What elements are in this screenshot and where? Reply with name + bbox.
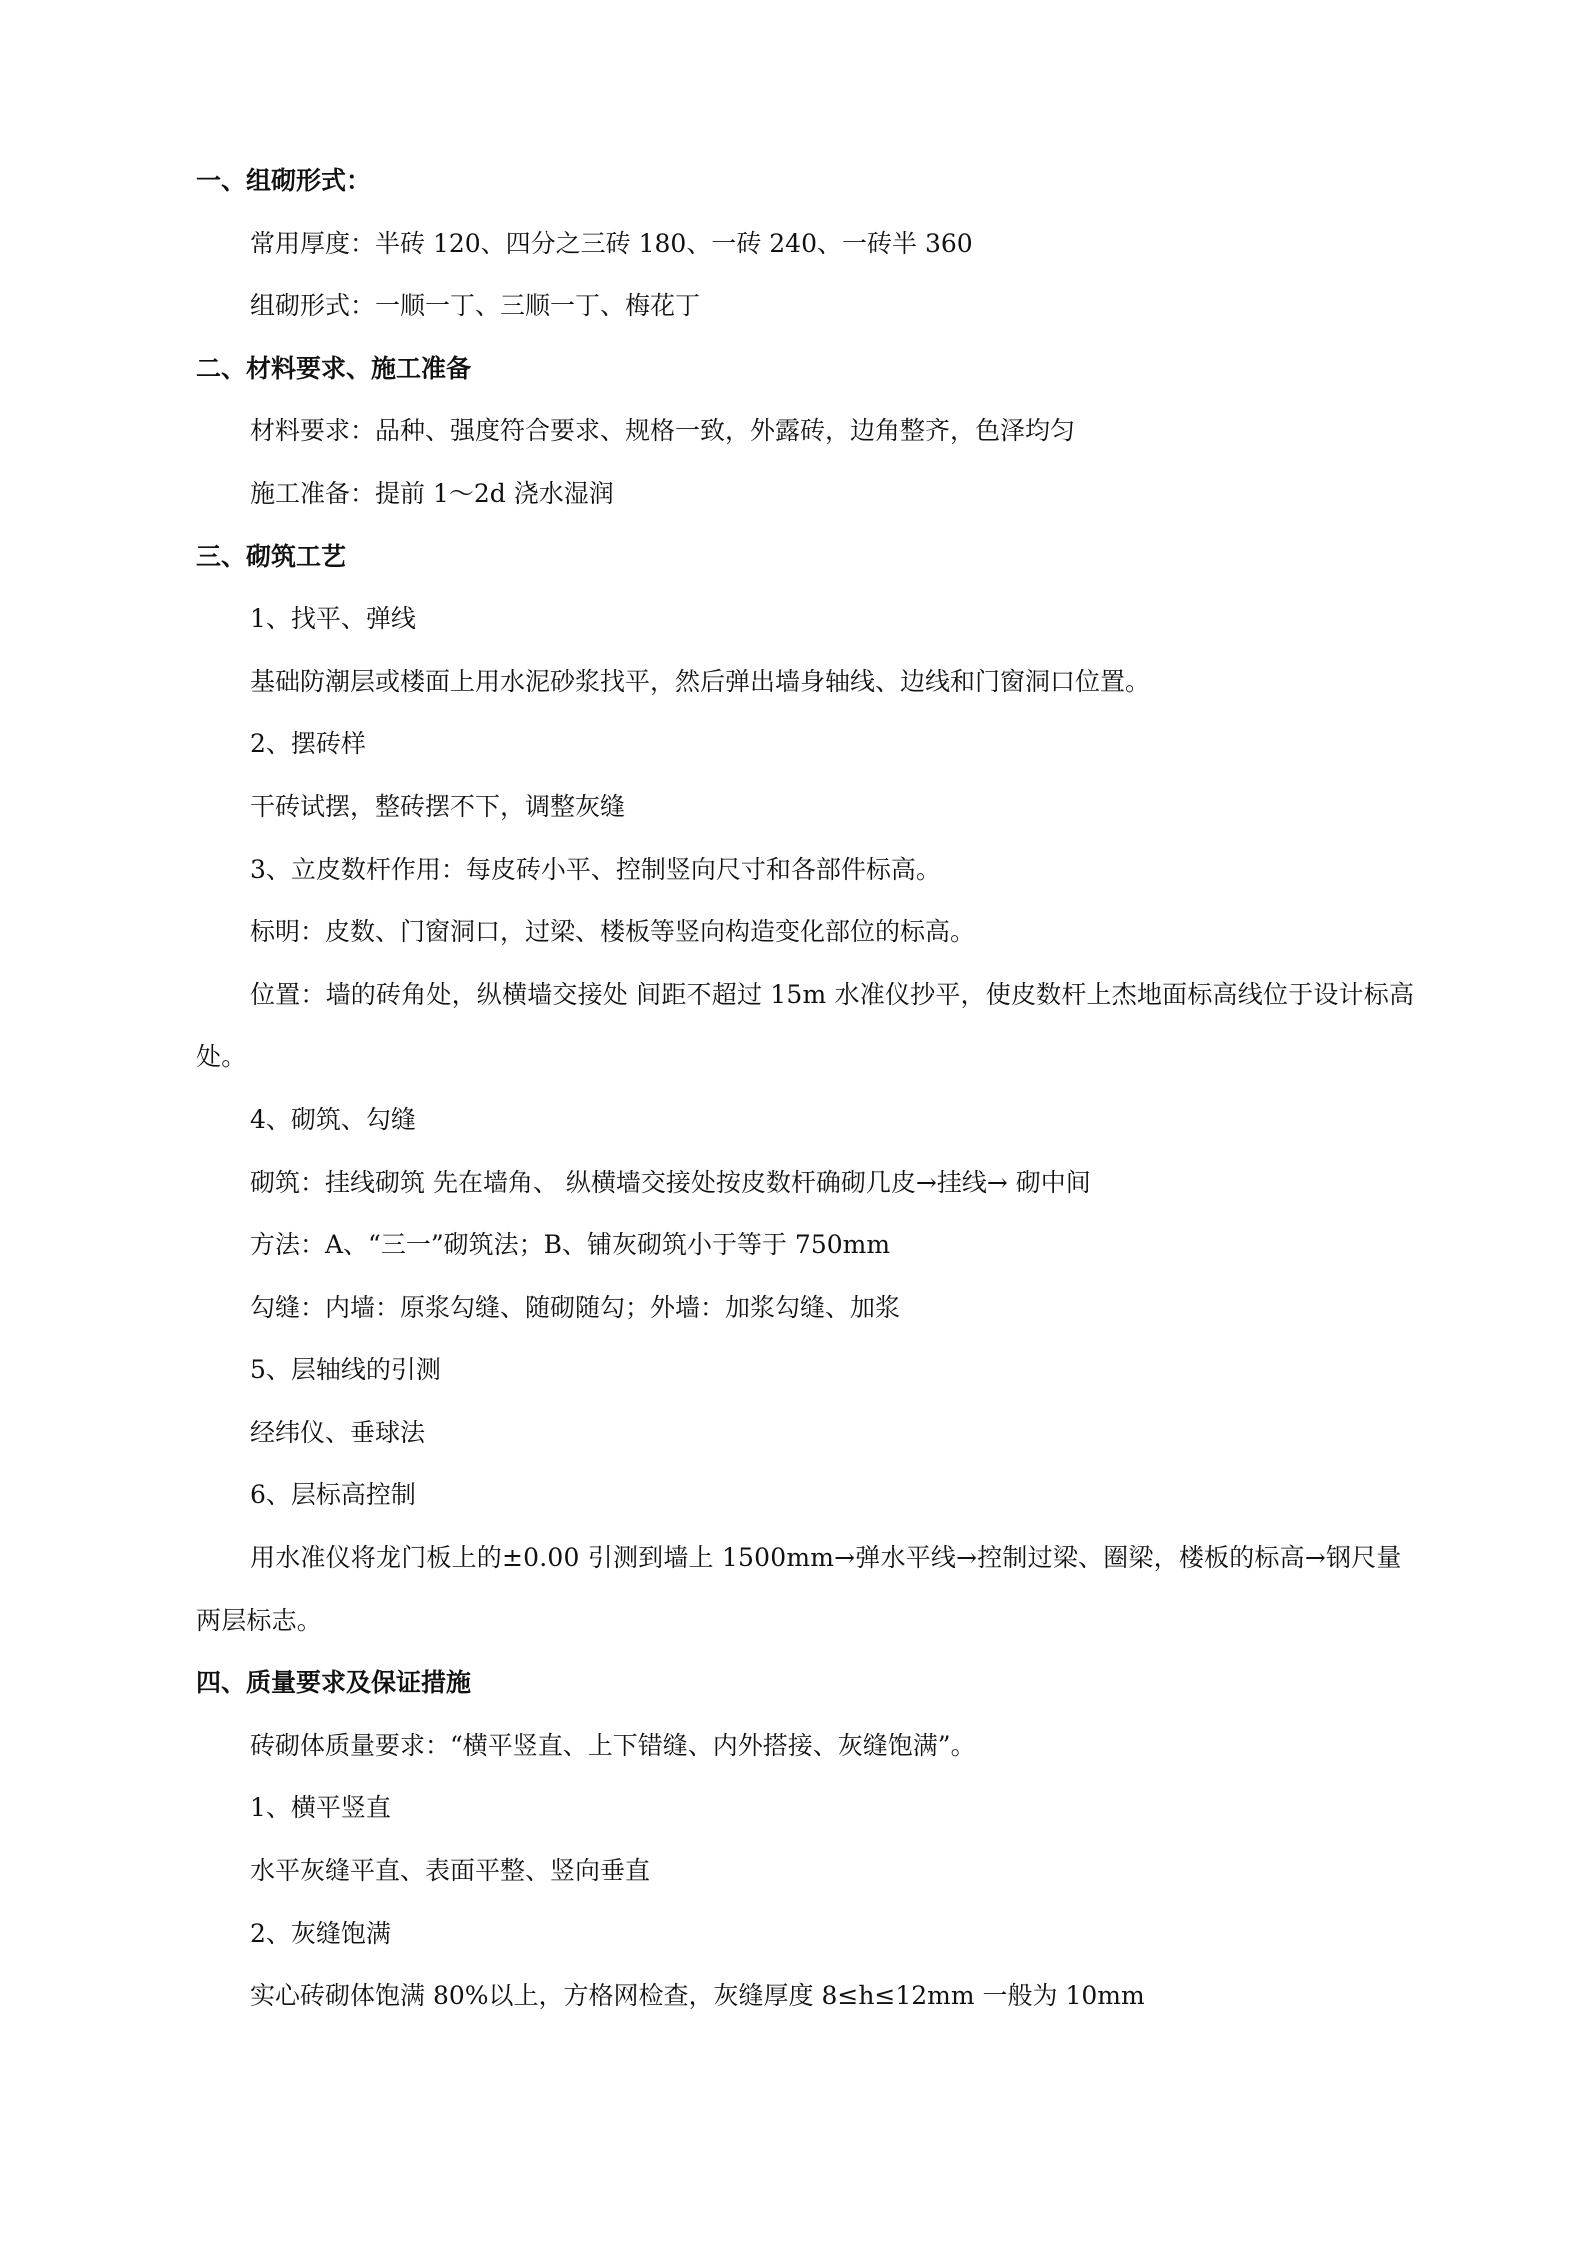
paragraph: 水平灰缝平直、表面平整、竖向垂直 xyxy=(250,1856,651,1886)
subsection-title: 1、找平、弹线 xyxy=(250,604,416,634)
paragraph: 施工准备：提前 1～2d 浇水湿润 xyxy=(250,478,614,508)
subsection-title: 2、灰缝饱满 xyxy=(250,1918,391,1948)
paragraph: 材料要求：品种、强度符合要求、规格一致，外露砖，边角整齐，色泽均匀 xyxy=(250,416,1076,446)
section-heading: 二、材料要求、施工准备 xyxy=(196,353,472,383)
subsection-title: 3、立皮数杆作用：每皮砖小平、控制竖向尺寸和各部件标高。 xyxy=(250,854,941,884)
paragraph: 标明：皮数、门窗洞口，过梁、楼板等竖向构造变化部位的标高。 xyxy=(250,917,976,947)
paragraph: 用水准仪将龙门板上的±0.00 引测到墙上 1500mm→弹水平线→控制过梁、圈梁，楼板的标高→钢尺量两层标志。 xyxy=(196,1543,1402,1635)
paragraph: 基础防潮层或楼面上用水泥砂浆找平，然后弹出墙身轴线、边线和门窗洞口位置。 xyxy=(250,666,1151,696)
paragraph: 组砌形式：一顺一丁、三顺一丁、梅花丁 xyxy=(250,291,701,321)
paragraph: 砌筑：挂线砌筑 先在墙角、 纵横墙交接处按皮数杆确砌几皮→挂线→ 砌中间 xyxy=(250,1167,1091,1197)
section-heading: 三、砌筑工艺 xyxy=(196,541,347,571)
document-body xyxy=(196,150,1420,2028)
subsection-title: 2、摆砖样 xyxy=(250,729,366,759)
subsection-title: 5、层轴线的引测 xyxy=(250,1355,441,1385)
paragraph: 经纬仪、垂球法 xyxy=(250,1417,426,1447)
subsection-title: 6、层标高控制 xyxy=(250,1480,416,1510)
paragraph: 砖砌体质量要求：“横平竖直、上下错缝、内外搭接、灰缝饱满”。 xyxy=(250,1730,976,1760)
paragraph: 方法：A、“三一”砌筑法；B、铺灰砌筑小于等于 750mm xyxy=(250,1230,891,1260)
section-heading: 四、质量要求及保证措施 xyxy=(196,1668,472,1698)
section-heading: 一、组砌形式： xyxy=(196,166,372,195)
paragraph: 实心砖砌体饱满 80%以上，方格网检查，灰缝厚度 8≤h≤12mm 一般为 10mm xyxy=(250,1981,1145,2011)
paragraph: 位置：墙的砖角处，纵横墙交接处 间距不超过 15m 水准仪抄平，使皮数杆上杰地面标高线位于设计标高处。 xyxy=(196,979,1415,1072)
subsection-title: 4、砌筑、勾缝 xyxy=(250,1104,416,1134)
paragraph: 常用厚度：半砖 120、四分之三砖 180、一砖 240、一砖半 360 xyxy=(250,228,973,258)
subsection-title: 1、横平竖直 xyxy=(250,1793,391,1823)
paragraph: 勾缝：内墙：原浆勾缝、随砌随勾；外墙：加浆勾缝、加浆 xyxy=(250,1292,901,1322)
paragraph: 干砖试摆，整砖摆不下，调整灰缝 xyxy=(250,791,626,821)
